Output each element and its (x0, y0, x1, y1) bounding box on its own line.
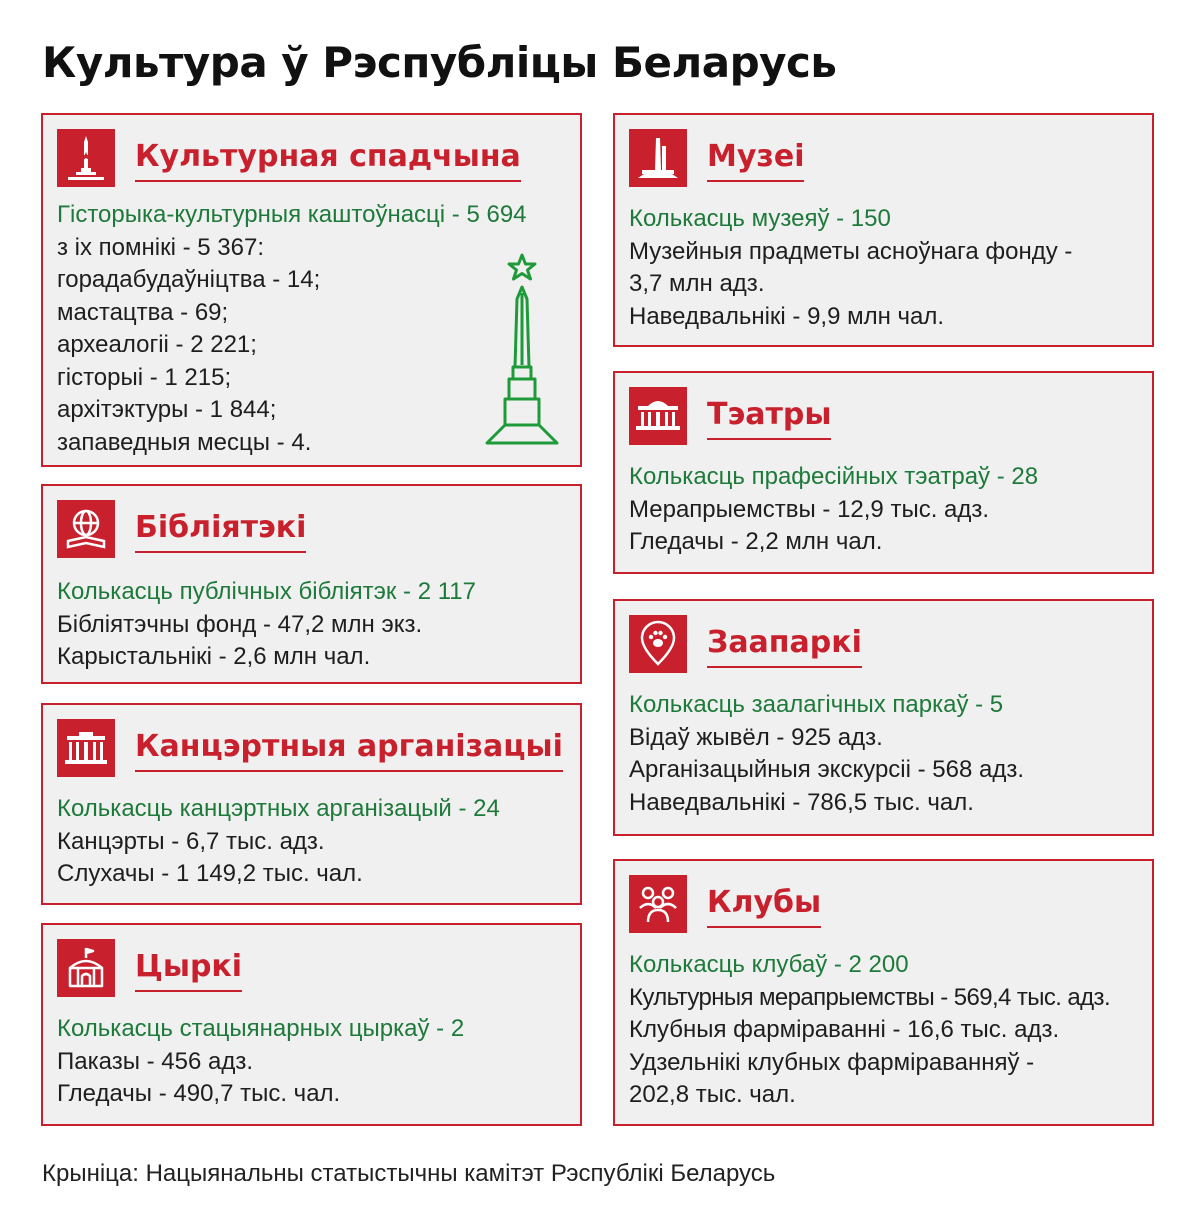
stat-line: Арганізацыйныя экскурсіі - 568 адз. (629, 756, 1025, 783)
card-concerts (41, 703, 582, 905)
museum-icon (629, 129, 687, 187)
card-title: Заапаркі (707, 625, 862, 668)
card-libraries (41, 484, 582, 684)
stat-line: Клубныя фарміраванні - 16,6 тыс. адз. (629, 1016, 1060, 1043)
stat-line: з іх помнікі - 5 367: (57, 233, 264, 261)
card-heritage (41, 113, 582, 467)
card-title: Бібліятэкі (135, 510, 306, 553)
stat-line: Колькасць клубаў - 2 200 (629, 951, 909, 978)
stat-line: Музейныя прадметы асноўнага фонду - (629, 237, 1073, 265)
stat-line: Карыстальнікі - 2,6 млн чал. (57, 643, 371, 670)
stat-line: Канцэрты - 6,7 тыс. адз. (57, 827, 325, 855)
stat-line: Бібліятэчны фонд - 47,2 млн экз. (57, 610, 423, 638)
stat-line: Відаў жывёл - 925 адз. (629, 723, 883, 751)
paw-pin-icon (629, 615, 687, 673)
stat-line: гісторыі - 1 215; (57, 363, 232, 391)
stat-line: Колькасць канцэртных арганізацый - 24 (57, 795, 500, 822)
stat-line: Гледачы - 2,2 млн чал. (629, 528, 883, 555)
people-group-icon (629, 875, 687, 933)
stat-line: Наведвальнікі - 9,9 млн чал. (629, 302, 945, 330)
card-title: Культурная спадчына (135, 139, 521, 182)
stat-line: Колькасць прафесійных тэатраў - 28 (629, 463, 1039, 490)
stat-line: архітэктуры - 1 844; (57, 396, 277, 423)
card-zoos (613, 599, 1154, 836)
stat-line: Колькасць публічных бібліятэк - 2 117 (57, 578, 476, 605)
page-title: Культура ў Рэспубліцы Беларусь (42, 38, 837, 87)
stat-line: запаведныя месцы - 4. (57, 428, 312, 456)
stat-line: Удзельнікі клубных фарміраванняў - (629, 1048, 1035, 1076)
stat-line: Гісторыка-культурныя каштоўнасці - 5 694 (57, 201, 527, 228)
card-title: Тэатры (707, 397, 831, 440)
stat-line: Паказы - 456 адз. (57, 1047, 254, 1075)
stat-line: Колькасць стацыянарных цыркаў - 2 (57, 1015, 465, 1042)
card-title: Канцэртныя арганізацыі (135, 729, 563, 772)
stat-line: археалогіі - 2 221; (57, 331, 257, 358)
stat-line: Культурныя мерапрыемствы - 569,4 тыс. адз. (629, 983, 1111, 1011)
card-title: Музеі (707, 139, 804, 182)
library-globe-icon (57, 500, 115, 558)
concert-hall-icon (57, 719, 115, 777)
card-title: Цыркі (135, 949, 242, 992)
card-title: Клубы (707, 885, 821, 928)
card-circuses (41, 923, 582, 1126)
obelisk-illustration-icon (477, 247, 567, 457)
monument-icon (57, 129, 115, 187)
circus-tent-icon (57, 939, 115, 997)
source-note: Крыніца: Нацыянальны статыстычны камітэт Рэспублікі Беларусь (42, 1160, 776, 1187)
stat-line: Наведвальнікі - 786,5 тыс. чал. (629, 788, 974, 816)
stat-line: Гледачы - 490,7 тыс. чал. (57, 1080, 341, 1107)
stat-line: Слухачы - 1 149,2 тыс. чал. (57, 860, 363, 887)
card-museums (613, 113, 1154, 347)
card-theatres (613, 371, 1154, 574)
stat-line: горадабудаўніцтва - 14; (57, 266, 321, 293)
card-clubs (613, 859, 1154, 1126)
stat-line: 3,7 млн адз. (629, 270, 765, 297)
stat-line: мастацтва - 69; (57, 298, 229, 326)
theatre-icon (629, 387, 687, 445)
stat-line: Колькасць заалагічных паркаў - 5 (629, 691, 1004, 718)
stat-line: Мерапрыемствы - 12,9 тыс. адз. (629, 495, 990, 523)
stat-line: Колькасць музеяў - 150 (629, 205, 891, 232)
stat-line: 202,8 тыс. чал. (629, 1081, 796, 1108)
